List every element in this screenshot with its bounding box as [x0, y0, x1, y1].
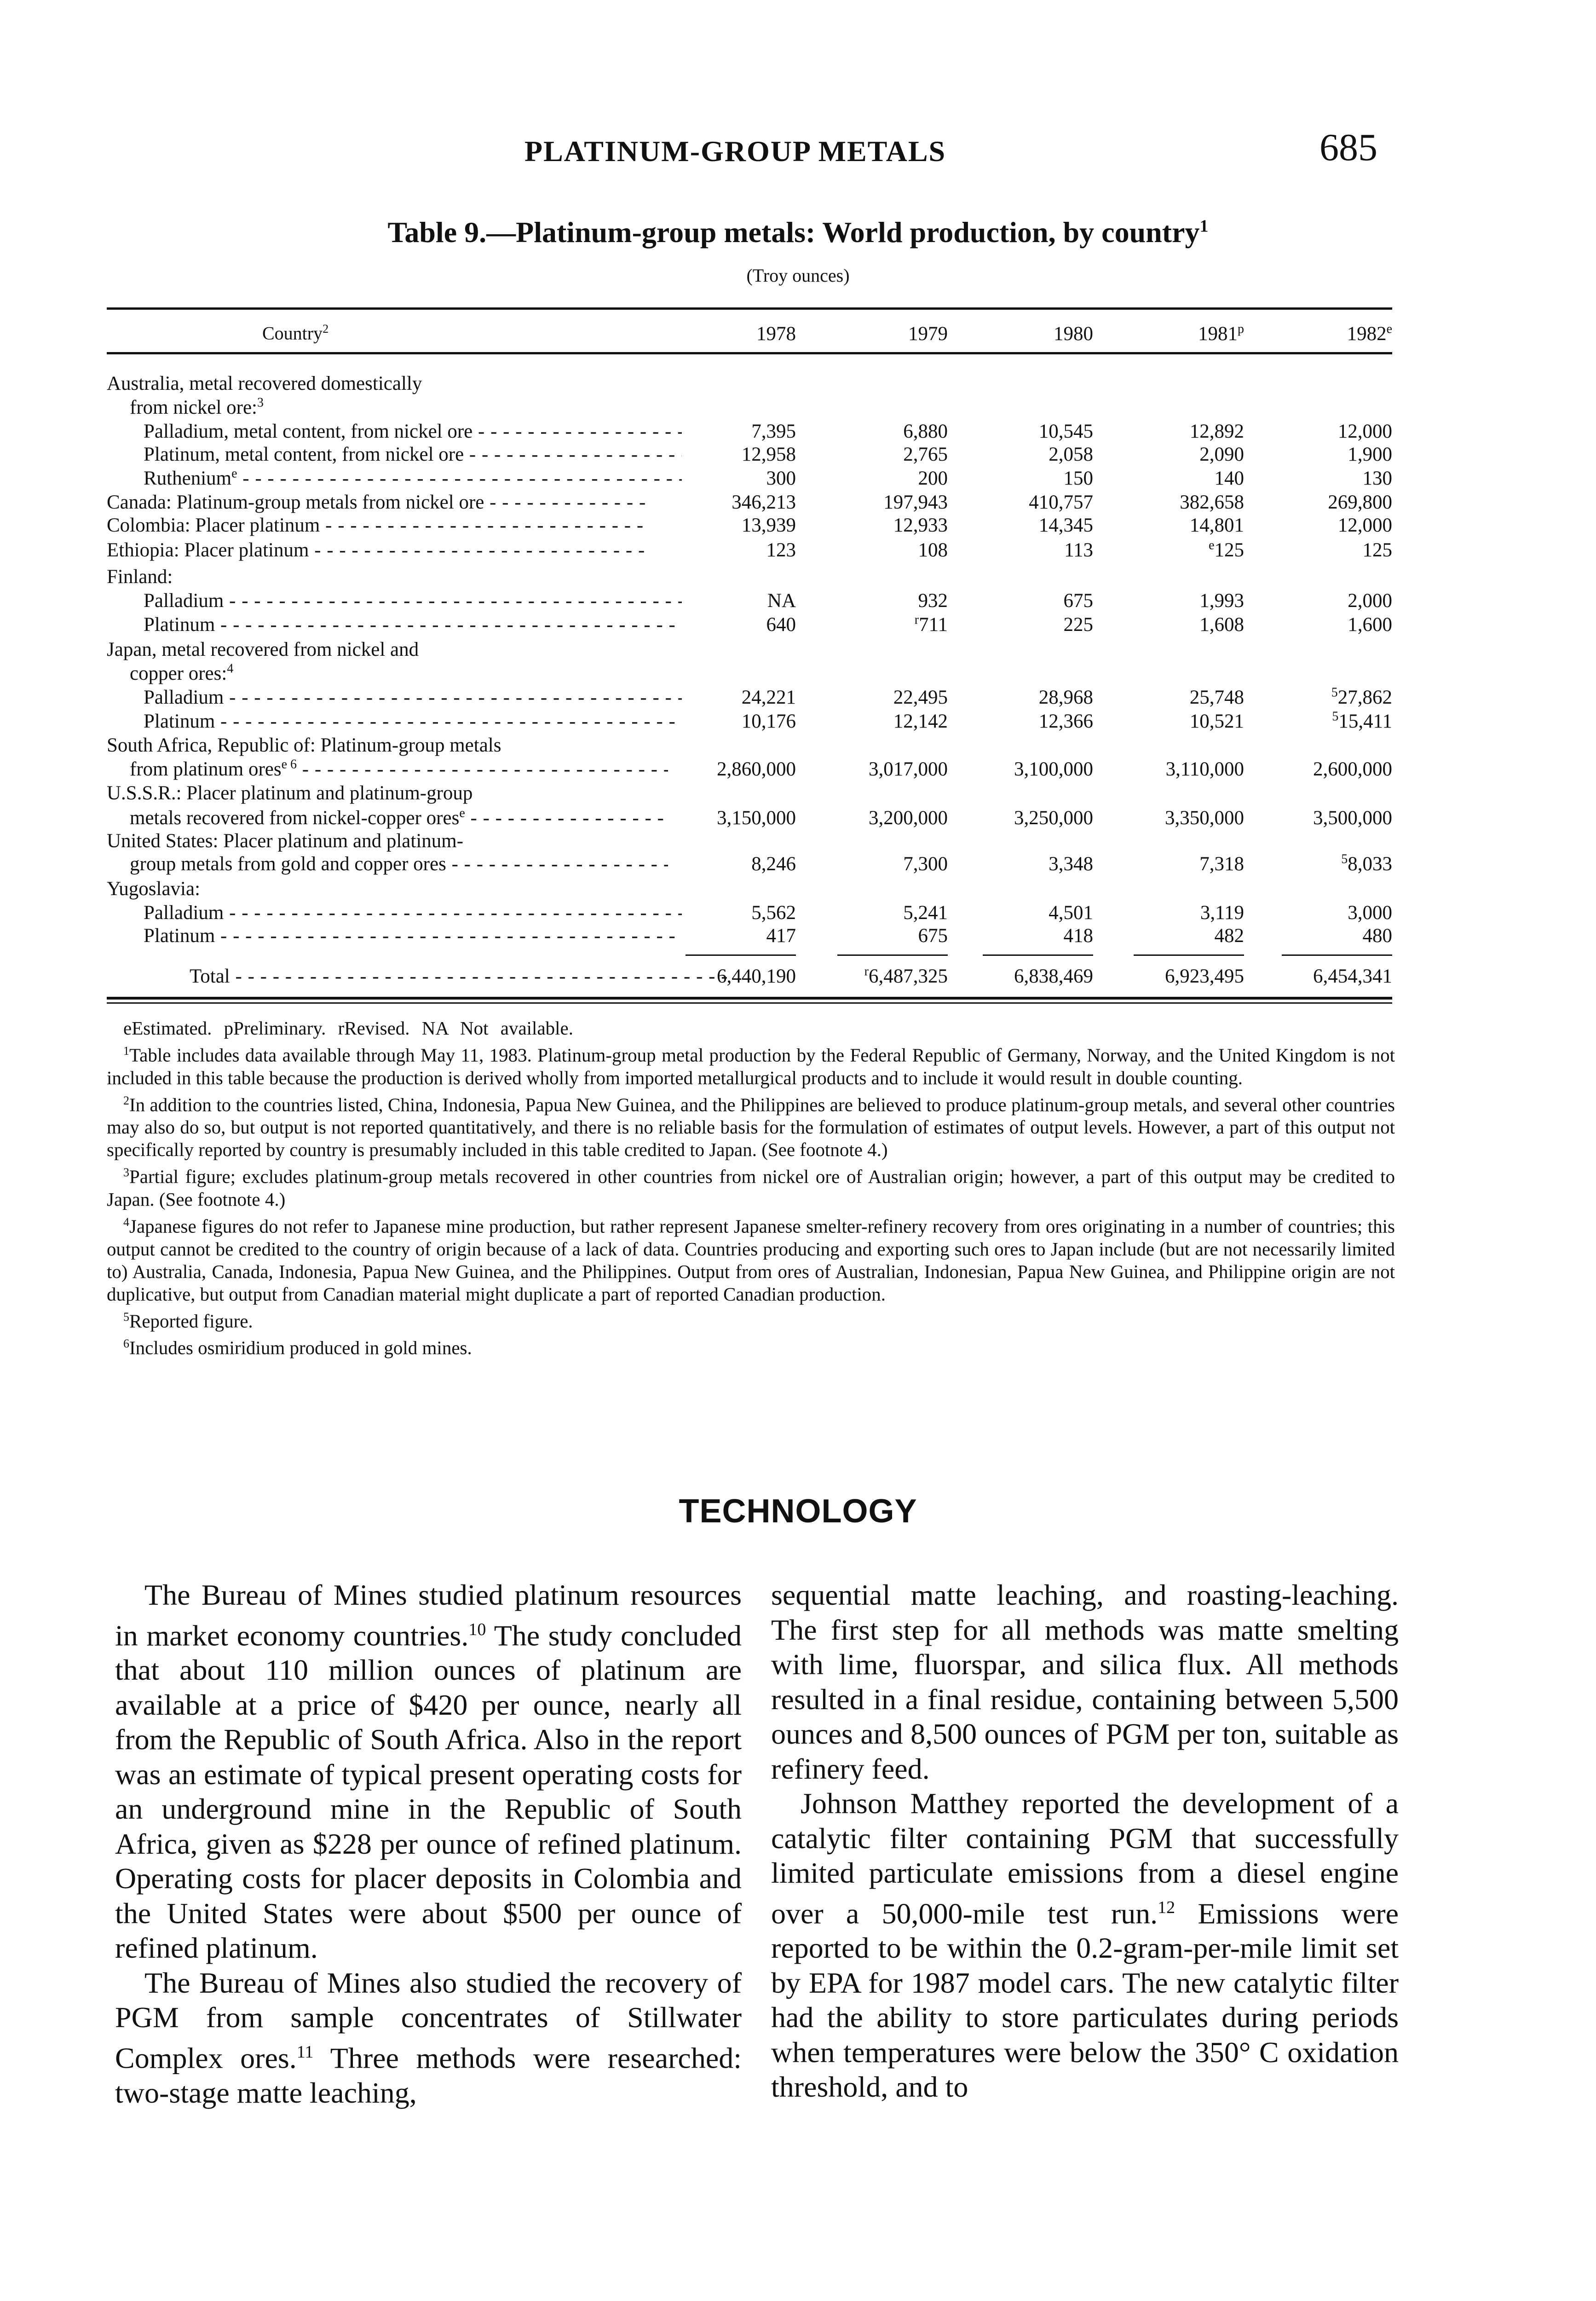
- table-cell: 24,221: [741, 687, 796, 708]
- row-label: Total - - -: [190, 965, 728, 989]
- total-rule: [1134, 954, 1244, 956]
- row-label: Canada: Platinum-group metals from nickel ore - - -: [107, 491, 645, 515]
- total-rule: [837, 954, 948, 956]
- table-row: [0, 757, 1596, 781]
- table-top-rule: [107, 307, 1392, 310]
- table-row: [0, 781, 1596, 805]
- table-header-rule: [107, 352, 1392, 354]
- table-cell: 480: [1362, 925, 1392, 947]
- table-cell: 410,757: [1029, 491, 1093, 513]
- table-row: [0, 662, 1596, 686]
- table-cell: 123: [766, 539, 796, 561]
- row-label: Yugoslavia:: [107, 878, 201, 900]
- body-paragraph: The Bureau of Mines also studied the recovery of PGM from sample concentrates of Stillwater Complex ores.$^{11}$ Three methods were researched: two-stage matte leaching,: [115, 1966, 742, 2109]
- table-row: [0, 396, 1596, 420]
- table-cell: 13,939: [741, 515, 796, 536]
- table-cell: 269,800: [1328, 491, 1392, 513]
- total-rule: [1282, 954, 1392, 956]
- table-cell: 417: [766, 925, 796, 947]
- column-header-country: Country$^2$: [262, 322, 329, 344]
- table-cell: NA: [767, 590, 796, 612]
- running-title: PLATINUM-GROUP METALS: [524, 135, 946, 168]
- row-label: Platinum - - -: [144, 924, 682, 948]
- footnote-6: $^6$Includes osmiridium produced in gold mines.: [123, 1337, 472, 1359]
- table-cell: 5,241: [903, 902, 948, 924]
- table-cell: 1,600: [1348, 614, 1392, 636]
- table-title: Table 9.—Platinum-group metals: World production, by country$^1$: [387, 216, 1209, 249]
- table-units: (Troy ounces): [746, 265, 850, 286]
- table-cell: 3,017,000: [869, 758, 948, 780]
- table-cell: 346,213: [732, 491, 796, 513]
- table-cell: 22,495: [893, 687, 948, 708]
- table-cell: 932: [918, 590, 948, 612]
- row-label: from platinum ores$^{e 6}$ - - -: [130, 757, 668, 781]
- table-cell: 3,350,000: [1165, 807, 1244, 829]
- table-cell: 12,000: [1337, 421, 1392, 442]
- table-cell: $^e$125: [1209, 538, 1244, 561]
- table-cell: 3,000: [1348, 902, 1392, 924]
- row-label: Platinum - - -: [144, 613, 682, 637]
- table-cell: $^5$27,862: [1331, 685, 1392, 708]
- column-header-1979: 1979: [908, 323, 948, 345]
- footnote-5: $^5$Reported figure.: [123, 1310, 253, 1332]
- table-row: [0, 372, 1596, 396]
- footnote-3: $^3$Partial figure; excludes platinum-group metals recovered in other countries from nickel ore of Australian origin; however, a part of this output may be credited to Japan. (See footnote 4.): [107, 1166, 1395, 1210]
- table-row: [0, 901, 1596, 925]
- table-row: [0, 877, 1596, 901]
- table-cell: $^r$711: [914, 613, 948, 636]
- table-cell: 225: [1063, 614, 1093, 636]
- table-row: [0, 420, 1596, 444]
- column-header-1980: 1980: [1054, 323, 1093, 345]
- table-cell: 1,900: [1348, 444, 1392, 465]
- table-row: [0, 514, 1596, 538]
- row-label: copper ores:$^4$: [130, 662, 234, 684]
- table-cell: 3,348: [1049, 853, 1093, 875]
- table-row: [0, 589, 1596, 613]
- table-cell: 418: [1063, 925, 1093, 947]
- table-cell: 3,200,000: [869, 807, 948, 829]
- table-cell: 200: [918, 468, 948, 489]
- table-cell: 2,000: [1348, 590, 1392, 612]
- page-number: 685: [1319, 126, 1377, 169]
- table-cell: 130: [1362, 468, 1392, 489]
- table-cell: 125: [1362, 539, 1392, 561]
- table-cell: 2,765: [903, 444, 948, 465]
- row-label: Finland:: [107, 566, 173, 588]
- table-cell: 3,119: [1200, 902, 1244, 924]
- table-row: [0, 710, 1596, 734]
- table-cell: 6,880: [903, 421, 948, 442]
- table-cell: 6,454,341: [1313, 965, 1392, 987]
- table-cell: 2,860,000: [717, 758, 796, 780]
- footnote-ref: 1: [1199, 216, 1209, 236]
- table-cell: 28,968: [1038, 687, 1093, 708]
- table-cell: 675: [1063, 590, 1093, 612]
- table-cell: 12,958: [741, 444, 796, 465]
- table-cell: $^5$15,411: [1332, 709, 1392, 732]
- table-cell: 10,176: [741, 711, 796, 732]
- row-label: Colombia: Placer platinum - - -: [107, 514, 645, 538]
- total-rule: [686, 954, 796, 956]
- table-bottom-rule: [107, 997, 1392, 1000]
- table-cell: 675: [918, 925, 948, 947]
- table-cell: $^r$6,487,325: [864, 964, 948, 987]
- table-row: [0, 538, 1596, 562]
- column-header-1981: 1981$^p$: [1198, 322, 1244, 345]
- footnote-1: $^1$Table includes data available through May 11, 1983. Platinum-group metal production by the Federal Republic of Germany, Norway, and the United Kingdom is not included in this table because the production is derived wholly from imported metallurgical products and to include it would result in double counting.: [107, 1044, 1395, 1088]
- row-label: South Africa, Republic of: Platinum-group metals: [107, 734, 501, 756]
- footnote-4: $^4$Japanese figures do not refer to Japanese mine production, but rather represent Japanese smelter-refinery recovery from ores originating in a number of countries; this output cannot be credited to the country of origin because of a lack of data. Countries producing and exporting such ores to Japan include (but are not necessarily limited to) Australia, Canada, Indonesia, Papua New Guinea, and the Philippines. Output from ores of Australian, Indonesian, Papua New Guinea, and Philippine origin are not duplicative, but output from Canadian material might duplicate a part of reported Canadian production.: [107, 1215, 1395, 1305]
- table-cell: 10,545: [1038, 421, 1093, 442]
- table-cell: 197,943: [883, 491, 948, 513]
- table-cell: 300: [766, 468, 796, 489]
- table-cell: 4,501: [1049, 902, 1093, 924]
- table-row: [0, 491, 1596, 515]
- table-cell: 6,440,190: [717, 965, 796, 987]
- table-cell: 12,142: [893, 711, 948, 732]
- table-row: [0, 443, 1596, 467]
- row-label: United States: Placer platinum and platinum-: [107, 830, 464, 852]
- table-cell: 7,318: [1199, 853, 1244, 875]
- row-label: Ethiopia: Placer platinum - - -: [107, 538, 645, 562]
- table-cell: 2,600,000: [1313, 758, 1392, 780]
- body-paragraph: sequential matte leaching, and roasting-leaching. The first step for all methods was matte smelting with lime, fluorspar, and silica flux. All methods resulted in a final residue, containing between 5,500 ounces and 8,500 ounces of PGM per ton, suitable as refinery feed.: [771, 1578, 1399, 1785]
- row-label: Palladium - - -: [144, 589, 682, 613]
- table-cell: 12,892: [1189, 421, 1244, 442]
- table-cell: 482: [1214, 925, 1244, 947]
- table-footnotes: [107, 1017, 1395, 1359]
- row-label: Palladium, metal content, from nickel ore - - -: [144, 420, 682, 444]
- column-header-1982: 1982e: [1347, 322, 1392, 345]
- table-row: [0, 686, 1596, 710]
- table-cell: 6,923,495: [1165, 965, 1244, 987]
- table-cell: 25,748: [1189, 687, 1244, 708]
- table-cell: 640: [766, 614, 796, 636]
- table-row: [0, 613, 1596, 637]
- body-column-left: [115, 1578, 742, 2110]
- table-cell: 1,993: [1199, 590, 1244, 612]
- row-label: metals recovered from nickel-copper ores$^e$ - - -: [130, 806, 668, 830]
- table-cell: 140: [1214, 468, 1244, 489]
- table-cell: 382,658: [1180, 491, 1244, 513]
- table-cell: 10,521: [1189, 711, 1244, 732]
- footnote-key: eEstimated. pPreliminary. rRevised. NA Not available.: [123, 1018, 573, 1039]
- table-row: [0, 829, 1596, 853]
- table-cell: 12,366: [1038, 711, 1093, 732]
- table-row: [0, 467, 1596, 491]
- table-row: [0, 852, 1596, 876]
- table-bottom-rule-thin: [107, 1002, 1392, 1004]
- row-label: Palladium - - -: [144, 901, 682, 925]
- table-cell: 14,345: [1038, 515, 1093, 536]
- table-cell: 3,150,000: [717, 807, 796, 829]
- table-cell: 7,395: [751, 421, 796, 442]
- body-column-right: [771, 1578, 1399, 2104]
- table-cell: 150: [1063, 468, 1093, 489]
- table-cell: 1,608: [1199, 614, 1244, 636]
- table-cell: 3,100,000: [1014, 758, 1093, 780]
- body-paragraph: Johnson Matthey reported the development of a catalytic filter containing PGM that successfully limited particulate emissions from a diesel engine over a 50,000-mile test run.$^{12}$ Emissions were reported to be within the 0.2-gram-per-mile limit set by EPA for 1987 model cars. The new catalytic filter had the ability to store particulates during periods when temperatures were below the 350° C oxidation threshold, and to: [771, 1787, 1399, 2104]
- table-cell: 6,838,469: [1014, 965, 1093, 987]
- table-row: [0, 638, 1596, 662]
- table-cell: 2,058: [1049, 444, 1093, 465]
- table-cell: 7,300: [903, 853, 948, 875]
- table-cell: 3,500,000: [1313, 807, 1392, 829]
- table-row: [0, 734, 1596, 757]
- column-header-1978: 1978: [756, 323, 796, 345]
- footnote-2: $^2$In addition to the countries listed, China, Indonesia, Papua New Guinea, and the Philippines are believed to produce platinum-group metals, and several other countries may also do so, but output is not reported quantitatively, and there is no reliable basis for the formulation of estimates of output levels. However, a part of this output not specifically reported by country is presumably included in this table credited to Japan. (See footnote 4.): [107, 1093, 1395, 1161]
- row-label: Ruthenium$^e$ - - -: [144, 467, 682, 491]
- table-cell: 2,090: [1199, 444, 1244, 465]
- body-paragraph: The Bureau of Mines studied platinum resources in market economy countries.$^{10}$ The study concluded that about 110 million ounces of platinum are available at a price of $420 per ounce, nearly all from the Republic of South Africa. Also in the report was an estimate of typical present operating costs for an underground mine in the Republic of South Africa, given as $228 per ounce of refined platinum. Operating costs for placer deposits in Colombia and the United States were about $500 per ounce of refined platinum.: [115, 1578, 742, 1965]
- row-label: group metals from gold and copper ores - - -: [130, 852, 668, 876]
- row-label: Palladium - - -: [144, 686, 682, 710]
- row-label: Platinum - - -: [144, 710, 682, 734]
- row-label: Japan, metal recovered from nickel and: [107, 639, 419, 660]
- table-cell: 5,562: [751, 902, 796, 924]
- table-cell: $^5$8,033: [1341, 852, 1392, 875]
- table-row: [0, 565, 1596, 589]
- section-heading: TECHNOLOGY: [679, 1493, 917, 1530]
- table-cell: 14,801: [1189, 515, 1244, 536]
- row-label: from nickel ore:$^3$: [130, 396, 264, 418]
- table-cell: 12,000: [1337, 515, 1392, 536]
- row-label: U.S.S.R.: Placer platinum and platinum-group: [107, 782, 473, 804]
- table-total-row: [0, 965, 1596, 989]
- table-cell: 113: [1064, 539, 1093, 561]
- table-cell: 12,933: [893, 515, 948, 536]
- table-row: [0, 924, 1596, 948]
- table-cell: 3,250,000: [1014, 807, 1093, 829]
- total-rule: [983, 954, 1093, 956]
- table-cell: 108: [918, 539, 948, 561]
- table-cell: 8,246: [751, 853, 796, 875]
- row-label: Australia, metal recovered domestically: [107, 373, 422, 394]
- table-cell: 3,110,000: [1165, 758, 1244, 780]
- row-label: Platinum, metal content, from nickel ore - - -: [144, 443, 682, 467]
- table-row: [0, 806, 1596, 830]
